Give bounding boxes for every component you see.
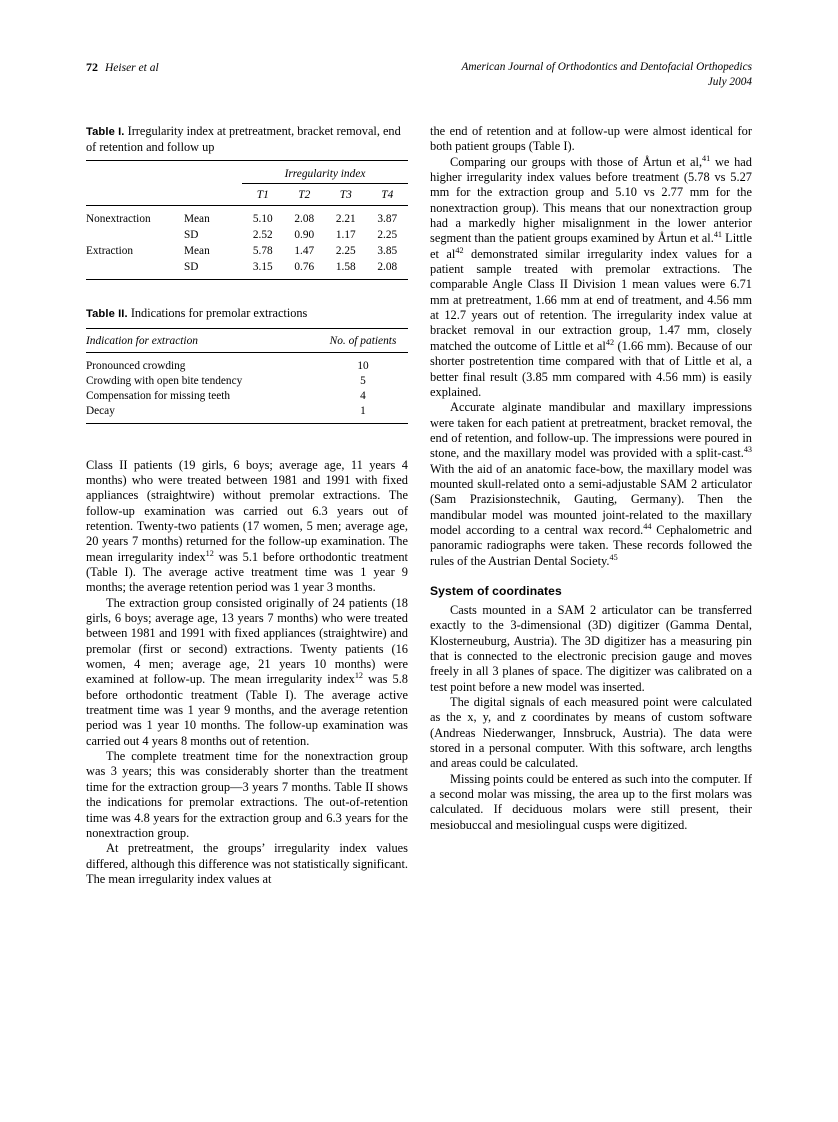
spacer-cell (184, 184, 242, 206)
left-paragraph-2 (86, 596, 408, 749)
table-row (86, 257, 408, 280)
table-1-block (86, 124, 408, 280)
table-1-value: 3.87 (377, 213, 398, 226)
table-2-col-patients: No. of patients (318, 328, 408, 352)
footnote-marker: 12 (205, 548, 214, 558)
left-paragraph-1-tail: was 5.1 before orthodontic treatment (Table I). The average active treatment time was 1 year 9 months; the average retention period was 1 year 3 months. (86, 549, 408, 595)
table-1-value: 5.78 (252, 245, 273, 258)
right-paragraph-2 (430, 155, 752, 401)
footnote-marker: 41 (702, 153, 711, 163)
table-1-group (86, 225, 184, 241)
table-row (86, 241, 408, 257)
table-1-value: 1.47 (294, 245, 315, 258)
spacer-cell (184, 161, 242, 184)
table-1-caption (86, 124, 408, 155)
footnote-marker: 12 (354, 671, 364, 681)
table-2-indication: Compensation for missing teeth (86, 389, 231, 402)
spacer-cell (86, 161, 184, 184)
table-2-patients: 10 (357, 359, 369, 372)
running-head-right (461, 60, 752, 90)
table-2-col-indication: Indication for extraction (86, 328, 318, 352)
right-paragraph-6: Missing points could be entered as such into the computer. If a second molar was missing, the area up to the first molars was calculated. If deciduous molars were still present, their mesiobuccal and mesiolingual cusps were digitized. (430, 771, 752, 832)
table-1-label: Table I. (86, 126, 125, 138)
table-1-value: 2.08 (294, 213, 315, 226)
footnote-marker: 43 (743, 445, 752, 455)
issue-date: July 2004 (707, 76, 752, 88)
table-1-value: 0.90 (294, 229, 315, 242)
right-paragraph-2-a: Comparing our groups with those of Årtun et al, (450, 154, 703, 169)
left-paragraph-1-text: Class II patients (19 girls, 6 boys; average age, 11 years 4 months) who were treated between 1981 and 1991 with fixed appliances (straightwire) without premolar extractions. The follow-up examination was carried out 6.3 years out of retention. Twenty-two patients (17 women, 5 men; average age, 20 years 7 months) returned for the follow-up examination. The mean irregularity index (86, 457, 408, 564)
section-heading-system-of-coordinates: System of coordinates (430, 583, 562, 598)
table-1-value: 5.10 (252, 213, 273, 226)
running-head (86, 60, 752, 100)
table-1-value: 3.15 (242, 257, 284, 280)
right-paragraph-3-b: With the aid of an anatomic face-bow, the maxillary model was mounted skull-related onto a semi-adjustable SAM 2 articulator (Sam Prazisionstechnik, Gauting, Germany). Then the mandibular model was mounted joint-related to the maxillary model according to a central wax record. (430, 461, 752, 537)
table-1-value: 2.52 (252, 229, 273, 242)
table-1-group: Nonextraction (86, 213, 151, 226)
table-1 (86, 160, 408, 280)
left-paragraph-2-tail: was 5.8 before orthodontic treatment (Table I). The average active treatment time was 1 year 9 months, and the average retention period was 1 year 10 months. The follow-up examination was carried out 4 years 8 months out of retention. (86, 672, 408, 748)
table-1-value: 1.17 (335, 229, 356, 242)
table-1-col-t3: T3 (325, 184, 367, 206)
running-head-authors: Heiser et al (105, 62, 159, 74)
right-paragraph-3-c: Cephalometric and panoramic radiographs were taken. These records followed the rules of the Austrian Dental Society. (430, 522, 752, 568)
right-paragraph-2-b: we had higher irregularity index values before treatment (5.78 vs 5.27 mm for the extraction group and 5.10 vs 2.77 mm for the nonextraction group). This means that our nonextraction group had a markedly higher misalignment in the lower anterior segment than the patient groups examined by Årtun et al. (430, 154, 752, 246)
table-1-value: 2.08 (367, 257, 409, 280)
right-paragraph-1: the end of retention and at follow-up were almost identical for both patient groups (Table I). (430, 124, 752, 154)
journal-title: American Journal of Orthodontics and Dentofacial Orthopedics (461, 61, 752, 73)
right-column (430, 124, 752, 833)
table-1-col-t1: T1 (242, 184, 284, 206)
right-paragraph-5: The digital signals of each measured point were calculated as the x, y, and z coordinates by means of custom software (Andreas Niederwanger, Innsbruck, Austria). The data were stored in a personal computer. With this software, arch lengths and areas could be calculated. (430, 695, 752, 771)
footnote-marker: 41 (713, 230, 723, 240)
table-1-span-header: Irregularity index (242, 161, 408, 184)
table-2-block (86, 306, 408, 423)
table-row (86, 206, 408, 226)
table-1-value: 2.21 (335, 213, 356, 226)
left-column (86, 124, 408, 887)
table-1-stat: SD (184, 229, 199, 242)
left-paragraph-2-text: The extraction group consisted originally of 24 patients (18 girls, 6 boys; average age, 13 years 7 months) who were treated between 1981 and 1991 with fixed appliances (straightwire) and premolar (first or second) extractions. Twenty patients (16 women, 4 men; average age, 21 years 10 months) were examined at follow-up. The mean irregularity index (86, 595, 408, 687)
table-2-indication: Decay (86, 402, 318, 424)
right-paragraph-3 (430, 400, 752, 569)
right-paragraph-2-c: Little et al (430, 231, 752, 261)
table-1-col-t4: T4 (367, 184, 409, 206)
footnote-marker: 45 (609, 552, 618, 562)
running-head-left (86, 60, 159, 75)
footnote-marker: 44 (643, 521, 652, 531)
left-paragraph-3: The complete treatment time for the nonextraction group was 3 years; this was considerably shorter than the treatment time for the extraction group—3 years 7 months. Table II shows the indications for premolar extractions. The out-of-retention time was 4.8 years for the extraction group and 6.3 years for the nonextraction group. (86, 749, 408, 840)
table-1-caption-text: Irregularity index at pretreatment, bracket removal, end of retention and follow up (86, 124, 401, 155)
table-1-stat: Mean (184, 245, 210, 258)
table-1-stat: SD (184, 257, 242, 280)
table-2-label: Table II. (86, 308, 128, 321)
right-paragraph-2-d: demonstrated similar irregularity index values for a patient sample treated with premolar extractions. The comparable Angle Class II Division 1 mean values were 6.71 mm at pretreatment, 1.66 mm at end of treatment, and 4.56 mm at 12.7 years out of retention. The irregularity index value at bracket removal in our extraction group, 1.47 mm, closely matched the outcome of Little et al (430, 246, 752, 353)
table-2-caption-text: Indications for premolar extractions (130, 306, 308, 321)
footnote-marker: 42 (605, 337, 615, 347)
table-2 (86, 328, 408, 424)
table-row (86, 352, 408, 372)
right-paragraph-2-e: (1.66 mm). Because of our shorter postretention time compared with that of Little et al, a better final result (3.85 mm compared with 4.56 mm) is easily explained. (430, 338, 753, 399)
table-2-indication: Crowding with open bite tendency (86, 374, 243, 387)
table-2-header-row (86, 328, 408, 352)
table-1-stat: Mean (184, 213, 210, 226)
table-1-span-header-row (86, 161, 408, 184)
left-paragraph-4: At pretreatment, the groups’ irregularity index values differed, although this difference was not statistically significant. The mean irregularity index values at (86, 841, 408, 886)
page-number: 72 (86, 60, 98, 74)
table-2-patients: 1 (318, 402, 408, 424)
table-1-col-t2: T2 (284, 184, 326, 206)
table-row (86, 387, 408, 402)
table-1-group (86, 257, 184, 280)
table-2-patients: 4 (360, 389, 366, 402)
table-1-value: 1.58 (325, 257, 367, 280)
table-2-patients: 5 (360, 374, 366, 387)
left-paragraph-1 (86, 458, 408, 596)
table-1-value: 2.25 (377, 229, 398, 242)
table-1-header-row (86, 184, 408, 206)
right-paragraph-4: Casts mounted in a SAM 2 articulator can be transferred exactly to the 3-dimensional (3D) digitizer (Gamma Dental, Klosterneuburg, Austria). The 3D digitizer has a measuring pin that is connected to the electronic precision gauge and moves freely in all 3 planes of space. The digitizer was calibrated on a test point before a new model was inserted. (430, 602, 752, 694)
table-row (86, 372, 408, 387)
table-1-value: 0.76 (284, 257, 326, 280)
table-1-value: 2.25 (335, 245, 356, 258)
table-2-caption (86, 306, 408, 322)
right-paragraph-3-a: Accurate alginate mandibular and maxillary impressions were taken for each patient at pretreatment, bracket removal, the end of retention, and follow-up. The impressions were poured in stone, and the maxillary model was provided with a split-cast. (430, 400, 752, 461)
footnote-marker: 42 (455, 245, 464, 255)
table-1-group: Extraction (86, 245, 134, 258)
table-row (86, 402, 408, 424)
table-row (86, 225, 408, 241)
table-2-indication: Pronounced crowding (86, 359, 186, 372)
table-1-value: 3.85 (377, 245, 398, 258)
spacer-cell (86, 184, 184, 206)
